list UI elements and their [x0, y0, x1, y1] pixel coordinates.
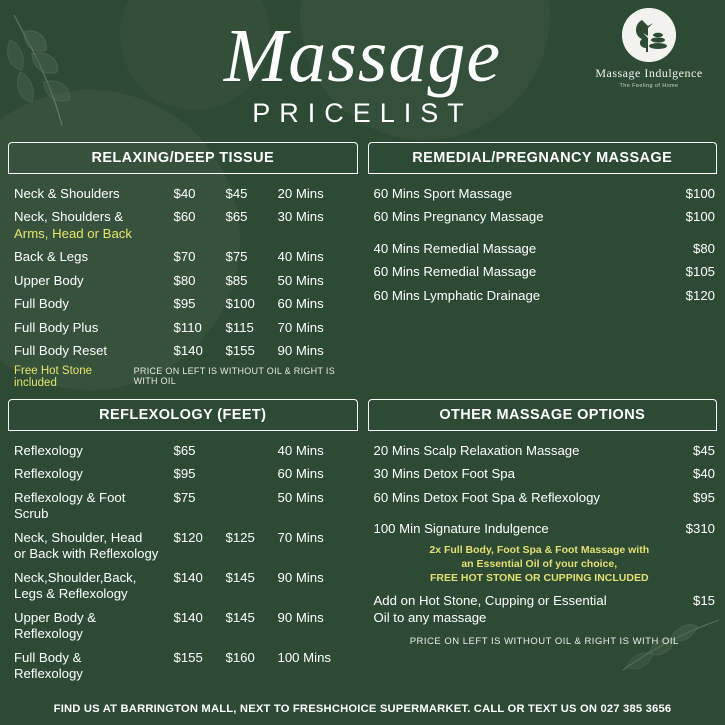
section-heading-reflexology: REFLEXOLOGY (FEET)	[8, 399, 358, 431]
table-row	[14, 340, 356, 364]
row-spacer	[374, 229, 716, 237]
remedial-section	[368, 142, 718, 389]
service-name	[374, 593, 672, 626]
service-name-line2: Arms, Head or Back	[14, 225, 132, 241]
price: $40	[692, 466, 715, 481]
table-row	[14, 439, 356, 463]
table-row	[374, 486, 716, 510]
page-title: Massage	[223, 14, 502, 98]
table-row	[374, 206, 716, 230]
service-name-line1: Add on Hot Stone, Cupping or Essential	[373, 593, 607, 609]
service-name: 100 Min Signature Indulgence	[373, 521, 549, 536]
price-no-oil: $95	[173, 466, 196, 481]
service-name-line2: or Back with Reflexology	[14, 546, 159, 561]
other-rows	[368, 433, 718, 647]
service-name: 60 Mins Sport Massage	[373, 185, 513, 201]
service-name: 60 Mins Remedial Massage	[373, 264, 537, 279]
table-row	[374, 463, 716, 487]
price: $310	[685, 521, 715, 536]
section-heading-remedial: REMEDIAL/PREGNANCY MASSAGE	[368, 142, 718, 174]
other-options-section	[368, 399, 718, 686]
price-no-oil: $95	[173, 296, 196, 311]
service-name-line1: Neck,Shoulder,Back,	[14, 569, 137, 585]
table-row	[374, 590, 716, 630]
duration: 40 Mins	[277, 249, 324, 264]
service-name	[14, 610, 174, 643]
relaxing-section	[8, 142, 358, 389]
row-spacer	[374, 510, 716, 518]
signature-note-line1: 2x Full Body, Foot Spa & Foot Massage with	[429, 544, 650, 556]
service-name: 60 Mins Pregnancy Massage	[373, 209, 544, 224]
service-name	[14, 570, 174, 603]
logo-tagline: The Feeling of Home	[619, 83, 679, 89]
price: $100	[685, 209, 715, 224]
service-name: Reflexology	[14, 466, 83, 481]
price-no-oil: $60	[173, 209, 196, 224]
duration: 70 Mins	[277, 529, 324, 545]
duration: 50 Mins	[277, 489, 324, 505]
price-with-oil: $65	[225, 209, 248, 224]
service-name-line1: Upper Body &	[14, 609, 97, 625]
price-no-oil: $110	[173, 319, 202, 335]
price-with-oil: $85	[225, 272, 248, 288]
pricelist-top-columns	[0, 142, 725, 389]
duration: 90 Mins	[277, 343, 324, 358]
duration: 100 Mins	[277, 649, 332, 665]
table-row	[14, 463, 356, 487]
service-name-line2: Legs & Reflexology	[14, 586, 128, 601]
relaxing-footnote	[14, 363, 356, 389]
price-no-oil: $70	[173, 249, 196, 264]
table-row	[14, 293, 356, 317]
service-name: 30 Mins Detox Foot Spa	[373, 466, 515, 481]
table-row	[14, 566, 356, 606]
service-name: 60 Mins Detox Foot Spa & Reflexology	[373, 489, 600, 505]
price: $80	[692, 240, 715, 256]
remedial-rows	[368, 176, 718, 308]
service-name: Full Body	[14, 296, 69, 311]
price-with-oil: $45	[225, 185, 248, 201]
service-name-line1: Reflexology & Foot	[14, 489, 126, 505]
duration: 20 Mins	[277, 185, 324, 201]
price-with-oil: $115	[225, 319, 254, 335]
service-name-line1: Neck, Shoulder, Head	[14, 529, 143, 545]
price: $105	[685, 264, 715, 279]
price: $120	[685, 287, 715, 303]
price: $100	[685, 185, 715, 201]
service-name-line2: Reflexology	[14, 626, 83, 641]
duration: 90 Mins	[277, 569, 324, 585]
section-heading-other: OTHER MASSAGE OPTIONS	[368, 399, 718, 431]
table-row	[374, 518, 716, 542]
table-row	[14, 316, 356, 340]
price-no-oil: $40	[173, 185, 196, 201]
price-with-oil: $125	[225, 529, 255, 545]
price-no-oil: $120	[173, 529, 203, 545]
price-no-oil: $140	[173, 343, 203, 358]
service-name	[14, 209, 174, 242]
price: $15	[692, 593, 715, 609]
duration: 70 Mins	[277, 319, 324, 335]
reflexology-section	[8, 399, 358, 686]
service-name-line2: Reflexology	[14, 666, 83, 681]
signature-note	[374, 541, 716, 586]
oil-price-note: PRICE ON LEFT IS WITHOUT OIL & RIGHT IS WITH OIL	[409, 635, 679, 647]
oil-price-note: PRICE ON LEFT IS WITHOUT OIL & RIGHT IS WITH OIL	[133, 366, 336, 386]
service-name: Neck & Shoulders	[14, 185, 120, 201]
service-name: Upper Body	[14, 272, 84, 288]
duration: 60 Mins	[277, 466, 324, 481]
service-name: Full Body Plus	[14, 319, 99, 335]
table-row	[14, 269, 356, 293]
service-name: Reflexology	[14, 442, 83, 458]
duration: 40 Mins	[277, 442, 324, 458]
service-name: 60 Mins Lymphatic Drainage	[373, 287, 541, 303]
service-name: Back & Legs	[14, 249, 89, 264]
service-name	[14, 490, 174, 523]
price-no-oil: $155	[173, 649, 203, 665]
table-row	[14, 182, 356, 206]
tree-stone-logo-icon	[622, 8, 676, 62]
service-name	[14, 650, 174, 683]
price-no-oil: $80	[173, 272, 196, 288]
service-name-line1: Neck, Shoulders &	[14, 209, 124, 224]
signature-note-line2: an Essential Oil of your choice,	[461, 558, 618, 571]
price-no-oil: $140	[173, 569, 203, 585]
service-name-line2: Oil to any massage	[373, 609, 487, 625]
brand-logo	[595, 8, 703, 89]
table-row	[14, 606, 356, 646]
price-with-oil: $160	[225, 649, 255, 665]
table-row	[14, 526, 356, 566]
price: $95	[692, 489, 715, 505]
price-with-oil: $75	[225, 249, 248, 264]
footer-location-contact: FIND US AT BARRINGTON MALL, NEXT TO FRESHCHOICE SUPERMARKET. CALL OR TEXT US ON 027 385 3656	[53, 703, 672, 715]
service-name: 20 Mins Scalp Relaxation Massage	[373, 442, 580, 458]
price-with-oil: $145	[225, 569, 255, 585]
table-row	[14, 486, 356, 526]
service-name-line1: Full Body &	[14, 649, 82, 665]
service-name: Full Body Reset	[14, 343, 108, 358]
section-heading-relaxing: RELAXING/DEEP TISSUE	[8, 142, 358, 174]
price-with-oil: $155	[225, 343, 255, 358]
table-row	[14, 246, 356, 270]
service-name-line2: Scrub	[14, 506, 49, 521]
price-no-oil: $65	[173, 442, 196, 458]
price-no-oil: $140	[173, 609, 203, 625]
hot-stone-note: Free Hot Stone included	[14, 365, 92, 389]
duration: 60 Mins	[277, 296, 324, 311]
service-name: 40 Mins Remedial Massage	[373, 240, 537, 256]
relaxing-rows	[8, 176, 358, 389]
table-row	[374, 261, 716, 285]
table-row	[374, 237, 716, 261]
price-with-oil: $100	[225, 296, 255, 311]
duration: 90 Mins	[277, 609, 324, 625]
reflexology-rows	[8, 433, 358, 686]
price-with-oil: $145	[225, 609, 255, 625]
table-row	[374, 182, 716, 206]
logo-brand-name: Massage Indulgence	[595, 66, 703, 80]
duration: 50 Mins	[277, 272, 324, 288]
table-row	[374, 284, 716, 308]
service-name	[14, 530, 174, 563]
page-subtitle: PRICELIST	[252, 98, 473, 128]
pricelist-bottom-columns	[0, 399, 725, 686]
table-row	[14, 646, 356, 686]
signature-note-line3: FREE HOT STONE OR CUPPING INCLUDED	[429, 572, 649, 585]
page-header	[0, 0, 725, 142]
price-no-oil: $75	[173, 489, 196, 505]
price: $45	[692, 442, 715, 458]
table-row	[14, 206, 356, 246]
duration: 30 Mins	[277, 209, 324, 224]
table-row	[374, 439, 716, 463]
